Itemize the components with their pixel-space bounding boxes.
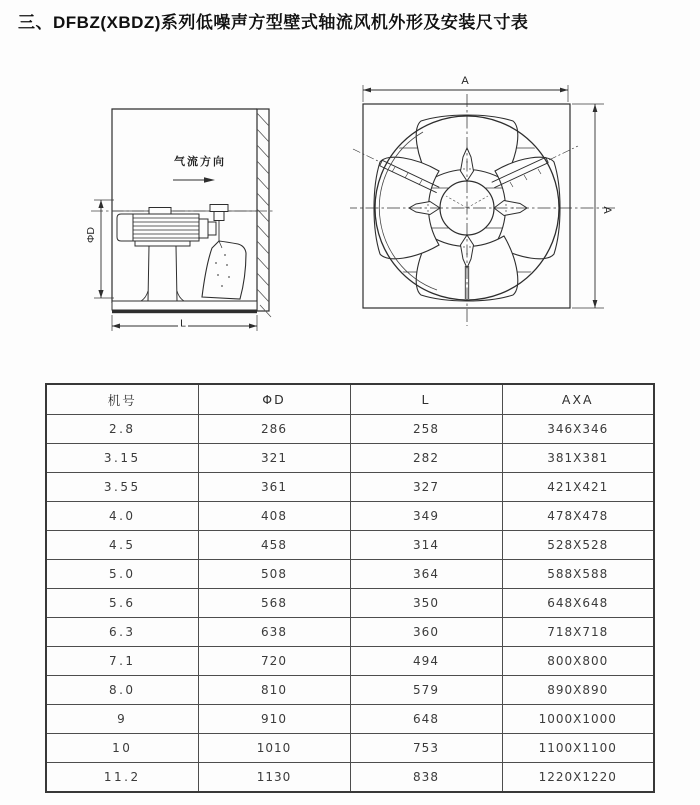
page-title: 三、DFBZ(XBDZ)系列低噪声方型壁式轴流风机外形及安装尺寸表 (18, 13, 529, 32)
table-row (46, 560, 654, 589)
table-row (46, 531, 654, 560)
table-cell: 10 (46, 734, 198, 763)
dimension-table (45, 383, 655, 793)
table-cell: 282 (350, 444, 502, 473)
table-row (46, 734, 654, 763)
table-cell: 349 (350, 502, 502, 531)
dimension-a-right (572, 104, 613, 308)
table-cell: 568 (198, 589, 350, 618)
table-cell: 478X478 (502, 502, 654, 531)
airflow-direction-label: 气流方向 (174, 156, 226, 168)
table-row (46, 444, 654, 473)
dimension-phi-d (85, 200, 114, 298)
table-cell: 508 (198, 560, 350, 589)
motor (117, 205, 228, 242)
table-cell: 528X528 (502, 531, 654, 560)
table-cell: 838 (350, 763, 502, 793)
table-cell: 588X588 (502, 560, 654, 589)
table-cell: 1130 (198, 763, 350, 793)
table-cell: 810 (198, 676, 350, 705)
fan-blade (202, 241, 246, 299)
table-cell: 1100X1100 (502, 734, 654, 763)
table-row (46, 647, 654, 676)
table-cell: 314 (350, 531, 502, 560)
l-dimension-label: L (180, 317, 186, 330)
table-cell: 364 (350, 560, 502, 589)
table-cell: 1000X1000 (502, 705, 654, 734)
table-cell: 7.1 (46, 647, 198, 676)
base-plate (112, 301, 257, 313)
table-cell: 5.6 (46, 589, 198, 618)
table-row (46, 618, 654, 647)
table-row (46, 705, 654, 734)
a-width-dimension-label: A (461, 75, 469, 87)
table-row (46, 415, 654, 444)
table-cell: 648 (350, 705, 502, 734)
table-cell: 718X718 (502, 618, 654, 647)
table-cell: 350 (350, 589, 502, 618)
table-cell: 4.5 (46, 531, 198, 560)
table-cell: 4.0 (46, 502, 198, 531)
table-cell: 286 (198, 415, 350, 444)
table-cell: 458 (198, 531, 350, 560)
table-cell: 408 (198, 502, 350, 531)
table-row (46, 473, 654, 502)
motor-pedestal (135, 241, 190, 301)
table-row (46, 589, 654, 618)
table-cell: 890X890 (502, 676, 654, 705)
table-cell: 346X346 (502, 415, 654, 444)
table-cell: 3.15 (46, 444, 198, 473)
table-row (46, 502, 654, 531)
table-cell: 361 (198, 473, 350, 502)
a-height-dimension-label: A (601, 206, 613, 214)
fan-side-view-drawing (75, 85, 290, 340)
table-cell: 720 (198, 647, 350, 676)
table-cell: 258 (350, 415, 502, 444)
fan-front-view-drawing (350, 70, 650, 350)
airflow-arrow (173, 154, 226, 183)
table-cell: 910 (198, 705, 350, 734)
table-cell: 381X381 (502, 444, 654, 473)
table-cell: 8.0 (46, 676, 198, 705)
table-cell: 1010 (198, 734, 350, 763)
table-cell: 3.55 (46, 473, 198, 502)
table-cell: 648X648 (502, 589, 654, 618)
column-header: 机号 (46, 384, 198, 415)
table-cell: 6.3 (46, 618, 198, 647)
housing-outline (112, 109, 269, 311)
phi-d-dimension-label: ΦD (85, 227, 97, 243)
table-cell: 638 (198, 618, 350, 647)
table-header-row (46, 384, 654, 415)
dimension-l (112, 315, 257, 331)
table-cell: 421X421 (502, 473, 654, 502)
table-cell: 579 (350, 676, 502, 705)
table-cell: 9 (46, 705, 198, 734)
table-cell: 2.8 (46, 415, 198, 444)
column-header: AXA (502, 384, 654, 415)
table-cell: 327 (350, 473, 502, 502)
table-row (46, 676, 654, 705)
table-cell: 360 (350, 618, 502, 647)
column-header: ΦD (198, 384, 350, 415)
table-cell: 494 (350, 647, 502, 676)
table-row (46, 763, 654, 793)
table-cell: 800X800 (502, 647, 654, 676)
table-cell: 5.0 (46, 560, 198, 589)
dimension-a-top (363, 75, 568, 102)
table-cell: 11.2 (46, 763, 198, 793)
column-header: L (350, 384, 502, 415)
table-cell: 321 (198, 444, 350, 473)
table-cell: 1220X1220 (502, 763, 654, 793)
table-cell: 753 (350, 734, 502, 763)
